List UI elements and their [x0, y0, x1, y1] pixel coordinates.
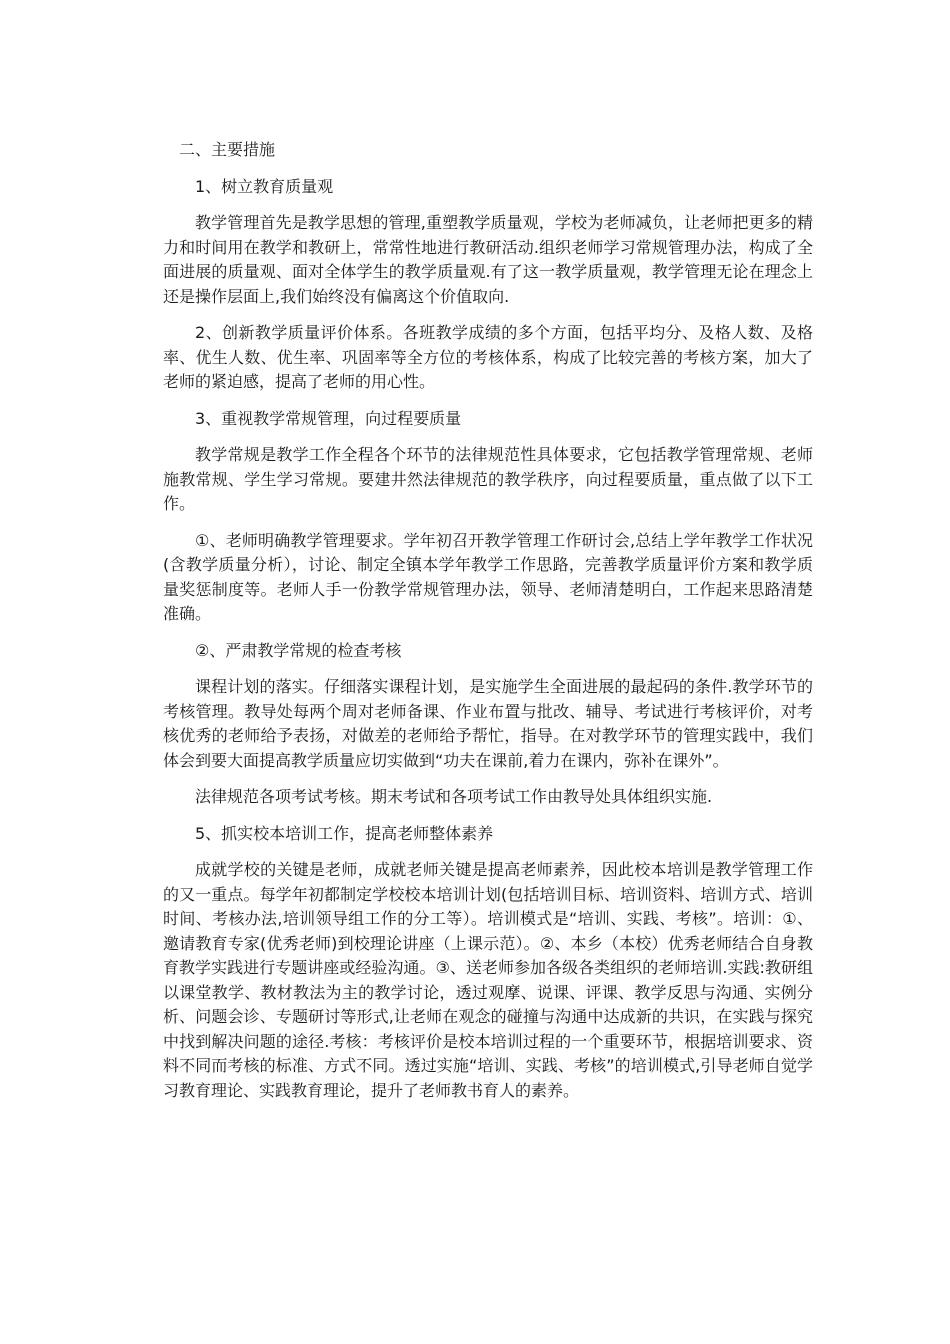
- document-body: [163, 138, 813, 1115]
- subheading: 3、重视教学常规管理，向过程要质量: [195, 408, 462, 428]
- subheading: 5、抓实校本培训工作，提高老师整体素养: [195, 823, 494, 843]
- paragraph: 课程计划的落实。仔细落实课程计划，是实施学生全面进展的最起码的条件.教学环节的考核管理。教导处每两个周对老师备课、作业布置与批改、辅导、考试进行考核评价，对考核优秀的老师给予表扬，对做差的老师给予帮忙，指导。在对教学环节的管理实践中，我们体会到要大面提高教学质量应切实做到“功夫在课前,着力在课内，弥补在课外”。: [163, 677, 813, 770]
- paragraph: 教学常规是教学工作全程各个环节的法律规范性具体要求，它包括教学管理常规、老师施教常规、学生学习常规。要建井然法律规范的教学秩序，向过程要质量，重点做了以下工作。: [163, 445, 813, 513]
- paragraph: ①、老师明确教学管理要求。学年初召开教学管理工作研讨会,总结上学年教学工作状况(含教学质量分析），讨论、制定全镇本学年教学工作思路，完善教学质量评价方案和教学质量奖惩制度等。老师人手一份教学常规管理办法，领导、老师清楚明白，工作起来思路清楚准确。: [163, 530, 813, 623]
- paragraph: 成就学校的关键是老师，成就老师关键是提高老师素养，因此校本培训是教学管理工作的又一重点。每学年初都制定学校校本培训计划(包括培训目标、培训资料、培训方式、培训时间、考核办法,培训领导组工作的分工等）。培训模式是“培训、实践、考核”。培训：①、邀请教育专家(优秀老师)到校理论讲座（上课示范）。②、本乡（本校）优秀老师结合自身教育教学实践进行专题讲座或经验沟通。③、送老师参加各级各类组织的老师培训.实践:教研组以课堂教学、教材教法为主的教学讨论，透过观摩、说课、评课、教学反思与沟通、实例分析、问题会诊、专题研讨等形式,让老师在观念的碰撞与沟通中达成新的共识，在实践与探究中找到解决问题的途径.考核：考核评价是校本培训过程的一个重要环节，根据培训要求、资料不同而考核的标准、方式不同。透过实施“培训、实践、考核”的培训模式,引导老师自觉学习教育理论、实践教育理论，提升了老师教书育人的素养。: [163, 860, 813, 1100]
- subheading: 1、树立教育质量观: [195, 176, 334, 196]
- paragraph: 教学管理首先是教学思想的管理,重塑教学质量观，学校为老师减负，让老师把更多的精力和时间用在教学和教研上，常常性地进行教研活动.组织老师学习常规管理办法，构成了全面进展的质量观、面对全体学生的教学质量观.有了这一教学质量观，教学管理无论在理念上还是操作层面上,我们始终没有偏离这个价值取向.: [163, 213, 813, 306]
- paragraph: 法律规范各项考试考核。期末考试和各项考试工作由教导处具体组织实施.: [195, 787, 713, 806]
- subheading: ②、严肃教学常规的检查考核: [195, 640, 402, 660]
- section-heading: 二、主要措施: [179, 140, 276, 159]
- paragraph: 2、创新教学质量评价体系。各班教学成绩的多个方面，包括平均分、及格人数、及格率、优生人数、优生率、巩固率等全方位的考核体系，构成了比较完善的考核方案，加大了老师的紧迫感，提高了老师的用心性。: [163, 323, 813, 391]
